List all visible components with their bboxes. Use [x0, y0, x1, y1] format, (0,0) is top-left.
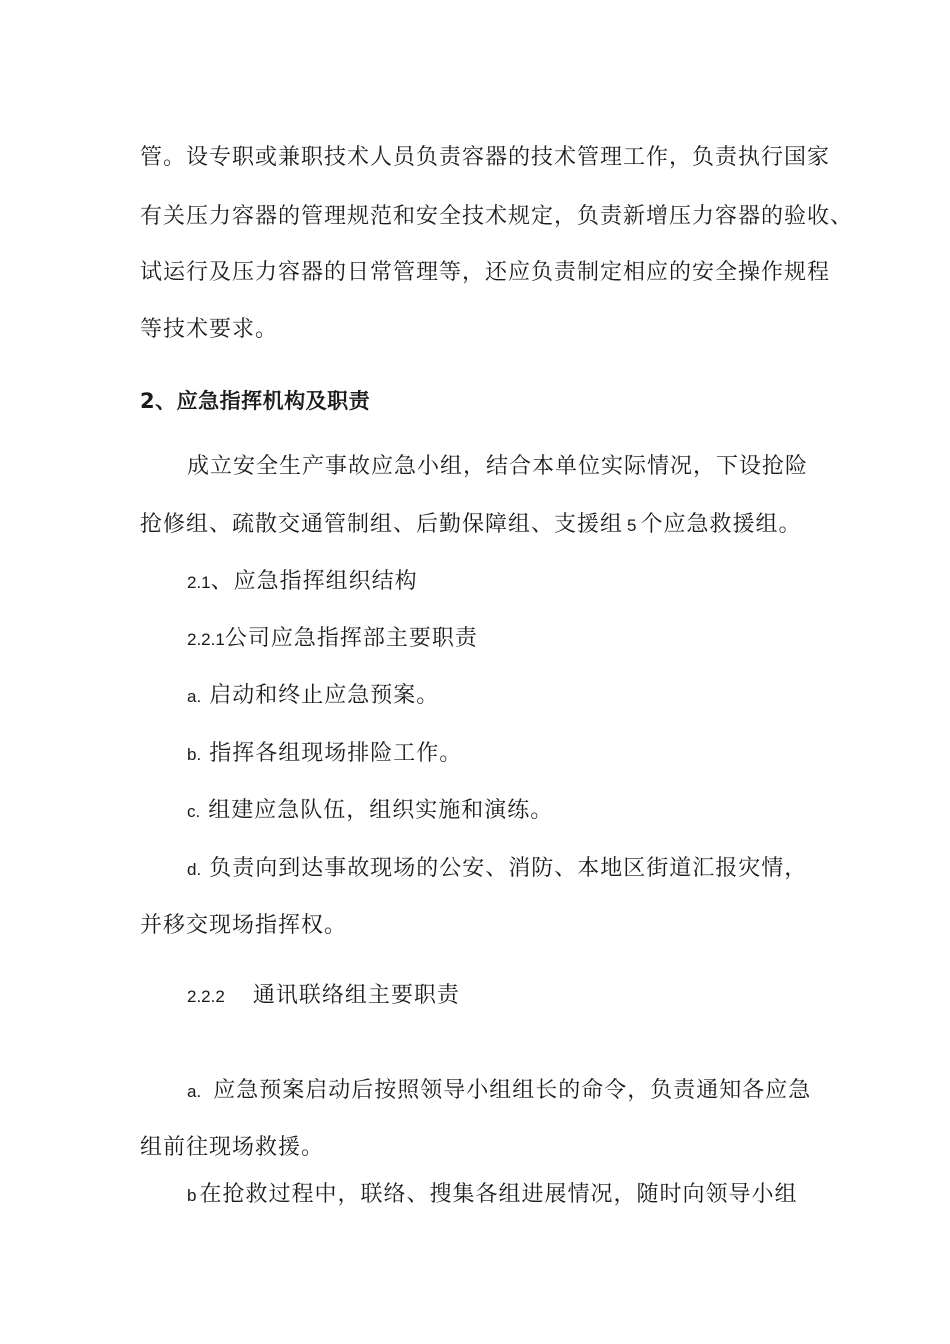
- list-text: 组建应急队伍，组织实施和演练。: [208, 798, 554, 823]
- text-segment: 个应急救援组。: [640, 512, 802, 537]
- list-item: [187, 1180, 797, 1211]
- number-value: 5: [627, 516, 637, 535]
- section-title: 、应急指挥机构及职责: [155, 389, 371, 413]
- subsection-number: 2.2.2: [187, 987, 225, 1006]
- list-marker: a.: [187, 687, 202, 706]
- subsection-number: 2.2.1: [187, 630, 225, 649]
- paragraph-line: 管。设专职或兼职技术人员负责容器的技术管理工作，负责执行国家: [140, 145, 831, 170]
- list-item: [187, 681, 439, 712]
- subsection-heading: [187, 981, 460, 1012]
- subsection-heading: [187, 567, 418, 598]
- list-text: 负责向到达事故现场的公安、消防、本地区街道汇报灾情，: [209, 856, 808, 881]
- paragraph-line: 组前往现场救援。: [140, 1135, 325, 1160]
- subsection-heading: [187, 624, 478, 655]
- list-item: [187, 1076, 811, 1107]
- list-marker: a.: [187, 1082, 202, 1101]
- list-marker: d.: [187, 860, 202, 879]
- section-number: 2: [140, 389, 156, 413]
- list-marker: c.: [187, 802, 201, 821]
- subsection-title: 通讯联络组主要职责: [252, 983, 460, 1008]
- list-text: 指挥各组现场排险工作。: [209, 741, 463, 766]
- list-item: [187, 739, 462, 770]
- paragraph-line: 试运行及压力容器的日常管理等，还应负责制定相应的安全操作规程: [140, 260, 831, 285]
- list-text: 启动和终止应急预案。: [209, 683, 440, 708]
- paragraph-line: 并移交现场指挥权。: [140, 913, 348, 938]
- paragraph-line: 成立安全生产事故应急小组，结合本单位实际情况，下设抢险: [187, 454, 809, 479]
- list-item: [187, 854, 807, 885]
- section-heading: [140, 386, 370, 416]
- list-marker: b.: [187, 745, 202, 764]
- text-segment: 抢修组、疏散交通管制组、后勤保障组、支援组: [140, 512, 624, 537]
- paragraph-line: [140, 510, 802, 541]
- paragraph-line: 有关压力容器的管理规范和安全技术规定，负责新增压力容器的验收、: [140, 204, 854, 229]
- list-marker: b: [187, 1186, 197, 1205]
- list-text: 应急预案启动后按照领导小组组长的命令，负责通知各应急: [213, 1078, 812, 1103]
- paragraph-line: 等技术要求。: [140, 317, 279, 342]
- subsection-title: 、应急指挥组织结构: [210, 569, 418, 594]
- list-text: 在抢救过程中，联络、搜集各组进展情况，随时向领导小组: [199, 1182, 798, 1207]
- subsection-number: 2.1: [187, 573, 211, 592]
- list-item: [187, 796, 553, 827]
- subsection-title: 公司应急指挥部主要职责: [224, 626, 478, 651]
